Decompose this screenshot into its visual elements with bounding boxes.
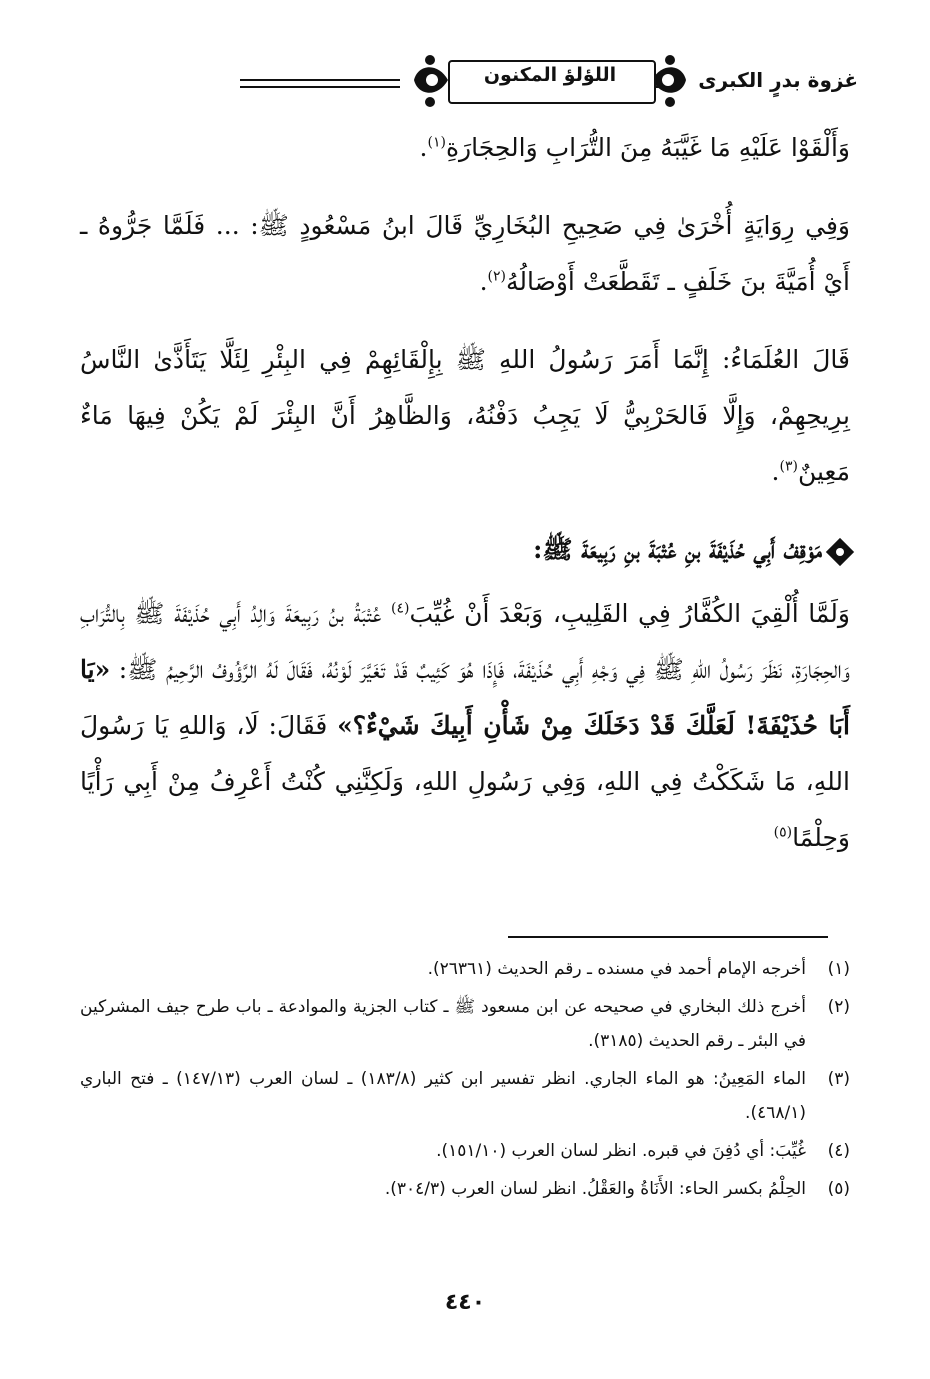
footnote-separator [508,936,828,938]
footnote-number: (١) [827,959,850,979]
subheading-text: مَوْقِفُ أَبِي حُذَيْفَةَ بنِ عُتْبَةَ بنِ رَبِيعَةَ ﷺ: [533,535,822,564]
footnote-item [80,1062,850,1130]
footnote-text: الحِلْمُ بكسر الحاء: الأَنَاةُ والعَقْلُ. انظر لسان العرب (٣٠٤/٣). [384,1179,806,1199]
header-rule-left [240,79,400,88]
footnotes [80,952,850,1210]
paragraph-3-text: قَالَ العُلَمَاءُ: إِنَّمَا أَمَرَ رَسُولُ اللهِ ﷺ بِإِلْقَائِهِمْ فِي البِئْرِ لِئَلَّا يَتَأَذَّىٰ النَّاسُ بِرِيحِهِمْ، وَإِلَّا فَالحَرْبِيُّ لَا يَجِبُ دَفْنُهُ، وَالظَّاهِرُ أَنَّ البِئْرَ لَمْ يَكُنْ فِيهَا مَاءٌ مَعِينٌ [80,345,850,486]
running-header-chapter: غزوة بدرٍ الكبرى [698,68,858,92]
book-title: اللؤلؤ المكنون [483,64,617,86]
paragraph-4-text-c: فَقَالَ: لَا، وَاللهِ يَا رَسُولَ اللهِ، مَا شَكَكْتُ فِي اللهِ، وَفِي رَسُولِ اللهِ، وَلَكِنَّنِي كُنْتُ أَعْرِفُ مِنْ أَبِي رَأْيًا وَحِلْمًا [80,711,850,852]
book-title-emblem [410,52,690,112]
paragraph-4 [80,586,850,866]
footnote-item [80,1172,850,1206]
footnote-number: (٢) [827,997,850,1017]
paragraph-2-end: . [479,267,488,296]
paragraph-4-text-b: عُتْبَةُ بنُ رَبِيعَةَ وَالِدُ أَبِي حُذَيْفَةَ ﷺ بِالتُّرَابِ وَالحِجَارَةِ، نَظَرَ رَسُولُ اللهِ ﷺ فِي وَجْهِ أَبِي حُذَيْفَةَ، فَإِذَا هُوَ كَئِيبٌ قَدْ تَغَيَّرَ لَوْنُهُ، فَقَالَ لَهُ الرَّؤُوفُ الرَّحِيمُ ﷺ: [80,599,850,684]
footnote-number: (٤) [827,1141,850,1161]
footnote-number: (٣) [827,1069,850,1089]
footnote-number: (٥) [827,1179,850,1199]
section-subheading [80,522,850,578]
prophet-quote: «يَا أَبَا حُذَيْفَةَ! لَعَلَّكَ قَدْ دَخَلَكَ مِنْ شَأْنِ أَبِيكَ شَيْءٌ؟» [80,655,851,740]
page-number: ٤٤٠ [444,1290,486,1315]
paragraph-2 [80,198,850,310]
paragraph-4-text-a: وَلَمَّا أُلْقِيَ الكُفَّارُ فِي القَلِيبِ، وَبَعْدَ أَنْ غُيِّبَ [409,599,851,628]
diamond-bullet-icon [826,537,854,565]
paragraph-2-text: وَفِي رِوَايَةٍ أُخْرَىٰ فِي صَحِيحِ البُخَارِيِّ قَالَ ابنُ مَسْعُودٍ ﷺ: ... فَلَمَّا جَرُّوهُ ـ أَيْ أُمَيَّةَ بنَ خَلَفٍ ـ تَقَطَّعَتْ أَوْصَالُهُ [80,211,850,296]
paragraph-3-end: . [771,457,780,486]
main-text [80,120,850,888]
paragraph-1-text: وَأَلْقَوْا عَلَيْهِ مَا غَيَّبَهُ مِنَ التُّرَابِ وَالحِجَارَةِ [445,133,850,162]
footnote-item [80,1134,850,1168]
footnote-item [80,952,850,986]
footnote-text: أخرج ذلك البخاري في صحيحه عن ابن مسعود ﷺ ـ كتاب الجزية والموادعة ـ باب طرح جيف المشركين في البئر ـ رقم الحديث (٣١٨٥). [80,997,806,1051]
footnote-text: الماء المَعِينُ: هو الماء الجاري. انظر تفسير ابن كثير (١٨٣/٨) ـ لسان العرب (١٤٧/١٣) ـ فتح الباري (٤٦٨/١). [80,1069,806,1123]
footnote-ref-3[interactable]: (٣) [779,458,798,475]
page-header [78,52,858,112]
footnote-ref-5[interactable]: (٥) [773,824,793,841]
paragraph-1-end: . [419,133,428,162]
paragraph-3 [80,332,850,500]
footnote-ref-1[interactable]: (١) [427,134,446,151]
footnote-text: أخرجه الإمام أحمد في مسنده ـ رقم الحديث (٢٦٣٦١). [427,959,806,979]
footnote-ref-4[interactable]: (٤) [390,600,410,617]
footnote-ref-2[interactable]: (٢) [487,268,506,285]
paragraph-1 [80,120,850,176]
footnote-item [80,990,850,1058]
footnote-text: غُيِّبَ: أي دُفِنَ في قبره. انظر لسان العرب (١٥١/١٠). [436,1141,806,1161]
